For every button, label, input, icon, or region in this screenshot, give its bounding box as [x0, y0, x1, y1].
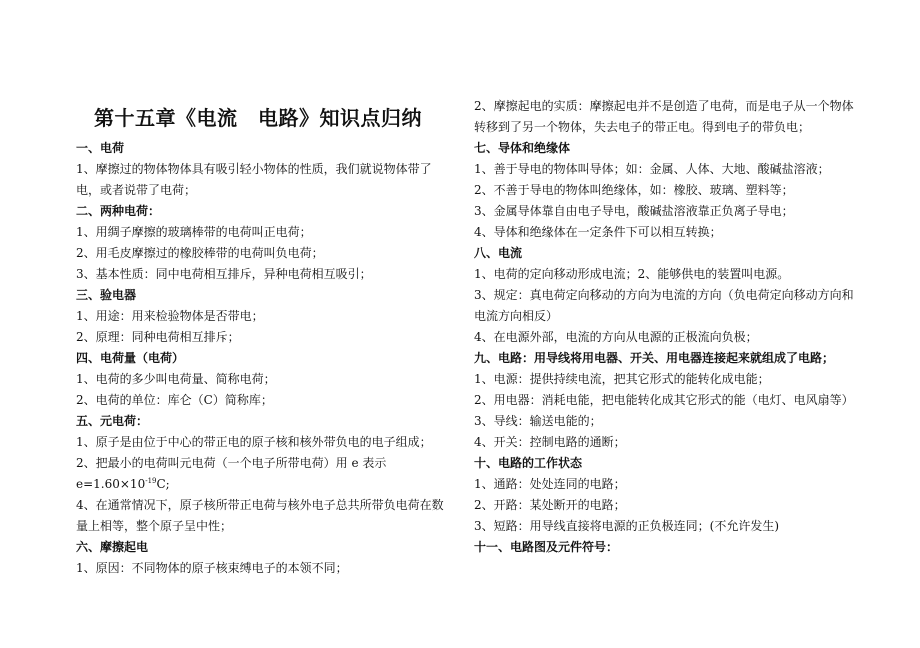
paragraph: 1、摩擦过的物体物体具有吸引轻小物体的性质，我们就说物体带了电，或者说带了电荷； [76, 162, 432, 197]
paragraph: 4、在通常情况下，原子核所带正电荷与核外电子总共所带负电荷在数量上相等，整个原子呈中性； [76, 498, 444, 533]
charge-text: 2、把最小的电荷叫元电荷（一个电子所带电荷）用 e 表示 e=1.60×10 [76, 456, 387, 491]
paragraph-elementary-charge [76, 453, 454, 495]
section-heading: 十一、电路图及元件符号： [474, 540, 619, 554]
section-heading: 四、电荷量（电荷） [76, 351, 185, 365]
paragraph: 1、通路：处处连同的电路； [474, 477, 626, 491]
section-heading: 六、摩擦起电 [76, 540, 149, 554]
paragraph: 2、用毛皮摩擦过的橡胶棒带的电荷叫负电荷； [76, 246, 324, 260]
paragraph: 4、在电源外部，电流的方向从电源的正极流向负极； [474, 330, 758, 344]
charge-unit: C; [156, 477, 170, 491]
paragraph: 3、短路：用导线直接将电源的正负极连同；(不允许发生) [474, 519, 780, 533]
page-title: 第十五章《电流 电路》知识点归纳 [94, 106, 422, 130]
paragraph: 2、开路：某处断开的电路； [474, 498, 626, 512]
paragraph: 4、开关：控制电路的通断； [474, 435, 626, 449]
right-column [474, 96, 858, 558]
paragraph: 2、用电器：消耗电能，把电能转化成其它形式的能（电灯、电风扇等） [474, 393, 854, 407]
paragraph: 1、电荷的定向移动形成电流；2、能够供电的装置叫电源。 [474, 267, 790, 281]
paragraph: 1、原因：不同物体的原子核束缚电子的本领不同； [76, 561, 348, 575]
section-heading: 九、电路：用导线将用电器、开关、用电器连接起来就组成了电路； [474, 351, 835, 365]
section-heading: 八、电流 [474, 246, 523, 260]
section-heading: 十、电路的工作状态 [474, 456, 583, 470]
paragraph: 2、摩擦起电的实质：摩擦起电并不是创造了电荷，而是电子从一个物体转移到了另一个物体，失去电子的带正电。得到电子的带负电； [474, 99, 854, 134]
paragraph: 3、基本性质：同中电荷相互排斥，异种电荷相互吸引； [76, 267, 372, 281]
paragraph: 2、电荷的单位：库仑（C）简称库； [76, 393, 273, 407]
section-heading: 二、两种电荷： [76, 204, 161, 218]
left-lines [76, 138, 454, 579]
paragraph: 1、用途：用来检验物体是否带电； [76, 309, 264, 323]
paragraph: 1、原子是由位于中心的带正电的原子核和核外带负电的电子组成； [76, 435, 432, 449]
section-heading: 三、验电器 [76, 288, 137, 302]
section-heading: 七、导体和绝缘体 [474, 141, 571, 155]
paragraph: 2、原理：同种电荷相互排斥； [76, 330, 240, 344]
left-column [76, 96, 454, 579]
paragraph: 2、不善于导电的物体叫绝缘体，如：橡胶、玻璃、塑料等； [474, 183, 794, 197]
section-heading: 一、电荷 [76, 141, 125, 155]
paragraph: 4、导体和绝缘体在一定条件下可以相互转换； [474, 225, 722, 239]
paragraph: 1、电源：提供持续电流，把其它形式的能转化成电能； [474, 372, 770, 386]
paragraph: 3、导线：输送电能的； [474, 414, 602, 428]
paragraph: 1、用绸子摩擦的玻璃棒带的电荷叫正电荷； [76, 225, 312, 239]
paragraph: 1、善于导电的物体叫导体；如：金属、人体、大地、酸碱盐溶液； [474, 162, 830, 176]
section-heading: 五、元电荷： [76, 414, 149, 428]
paragraph: 3、金属导体靠自由电子导电，酸碱盐溶液靠正负离子导电； [474, 204, 794, 218]
paragraph: 3、规定：真电荷定向移动的方向为电流的方向（负电荷定向移动方向和电流方向相反） [474, 288, 854, 323]
paragraph: 1、电荷的多少叫电荷量、简称电荷； [76, 372, 276, 386]
charge-exponent: -19 [145, 477, 157, 485]
